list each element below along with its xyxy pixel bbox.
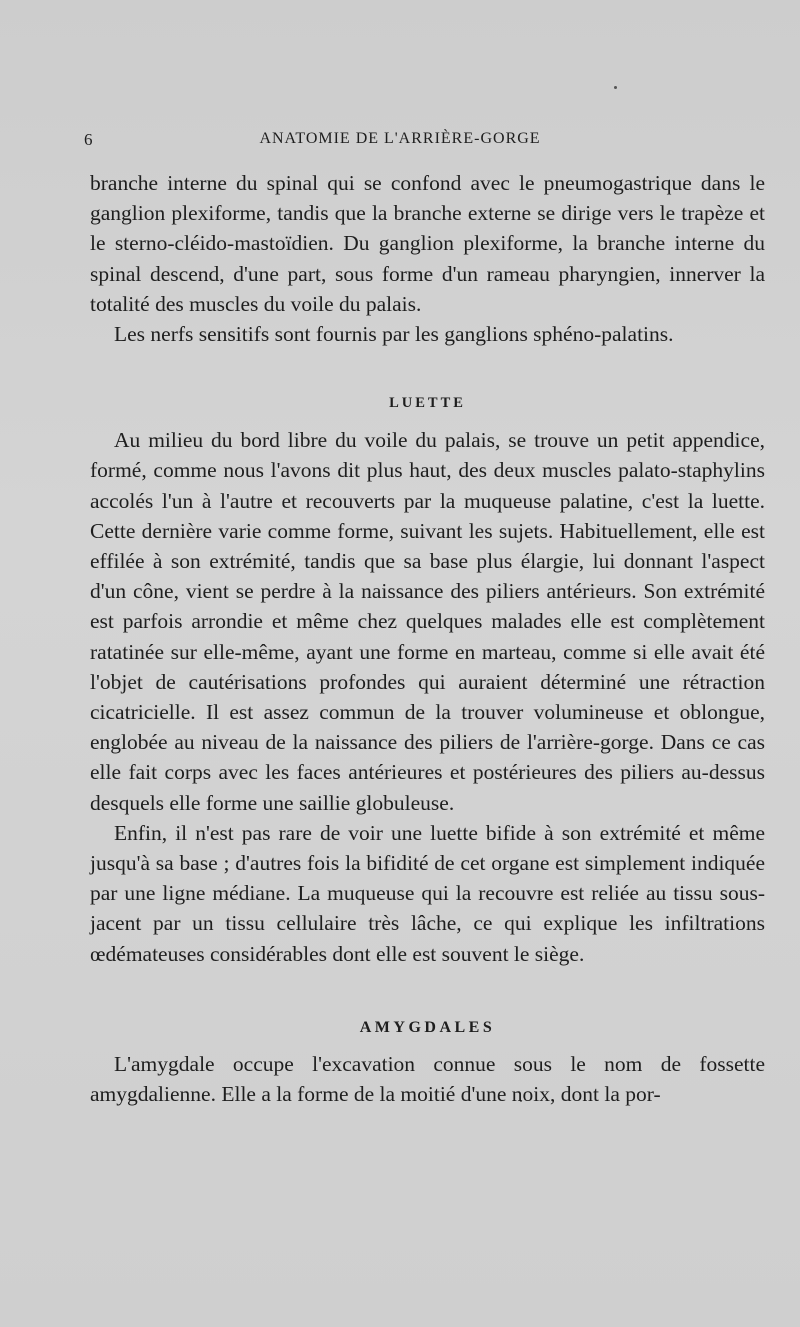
paragraph: L'amygdale occupe l'excavation connue sous le nom de fossette amygdalienne. Elle a la forme de la moitié d'une noix, dont la por- — [90, 1051, 765, 1107]
page-number: 6 — [84, 130, 93, 149]
paragraph: Les nerfs sensitifs sont fournis par les ganglions sphéno-palatins. — [114, 322, 674, 347]
paragraph: Enfin, il n'est pas rare de voir une luette bifide à son extrémité et même jusqu'à sa base ; d'autres fois la bifidité de cet organe est simplement indiquée par une ligne médiane. La muqueuse qui la recouvre est reliée au tissu sous-jacent par un tissu cellulaire très lâche, ce qui explique les infiltrations œdémateuses considérables dont elle est souvent le siège. — [90, 820, 765, 966]
print-speck — [614, 86, 617, 89]
paragraph: Au milieu du bord libre du voile du palais, se trouve un petit appendice, formé, comme nous l'avons dit plus haut, des deux muscles palato-staphylins accolés l'un à l'autre et recouverts par la muqueuse palatine, c'est la luette. Cette dernière varie comme forme, suivant les sujets. Habituellement, elle est effilée à son extrémité, tandis que sa base plus élargie, lui donnant l'aspect d'un cône, vient se perdre à la naissance des piliers antérieurs. Son extrémité est parfois arrondie et même chez quelques malades elle est complètement ratatinée sur elle-même, ayant une forme en marteau, comme si elle avait été l'objet de cautérisations profondes qui auraient déterminé une rétraction cicatricielle. Il est assez commun de la trouver volumineuse et oblongue, englobée au niveau de la naissance des piliers de l'arrière-gorge. Dans ce cas elle fait corps avec les faces antérieures et postérieures des piliers au-dessus desquels elle forme une saillie globuleuse. — [90, 428, 765, 815]
section-title-luette: LUETTE — [389, 395, 466, 412]
page-body — [90, 168, 765, 1109]
page-header — [0, 130, 800, 158]
running-title: ANATOMIE DE L'ARRIÈRE-GORGE — [259, 130, 541, 147]
paragraph: branche interne du spinal qui se confond avec le pneumogastrique dans le ganglion plexiforme, tandis que la branche externe se dirige vers le trapèze et le sterno-cléido-mastoïdien. Du ganglion plexiforme, la branche interne du spinal descend, d'une part, sous forme d'un rameau pharyngien, innerver la totalité des muscles du voile du palais. — [90, 171, 765, 316]
section-title-amygdales: AMYGDALES — [359, 1018, 496, 1036]
